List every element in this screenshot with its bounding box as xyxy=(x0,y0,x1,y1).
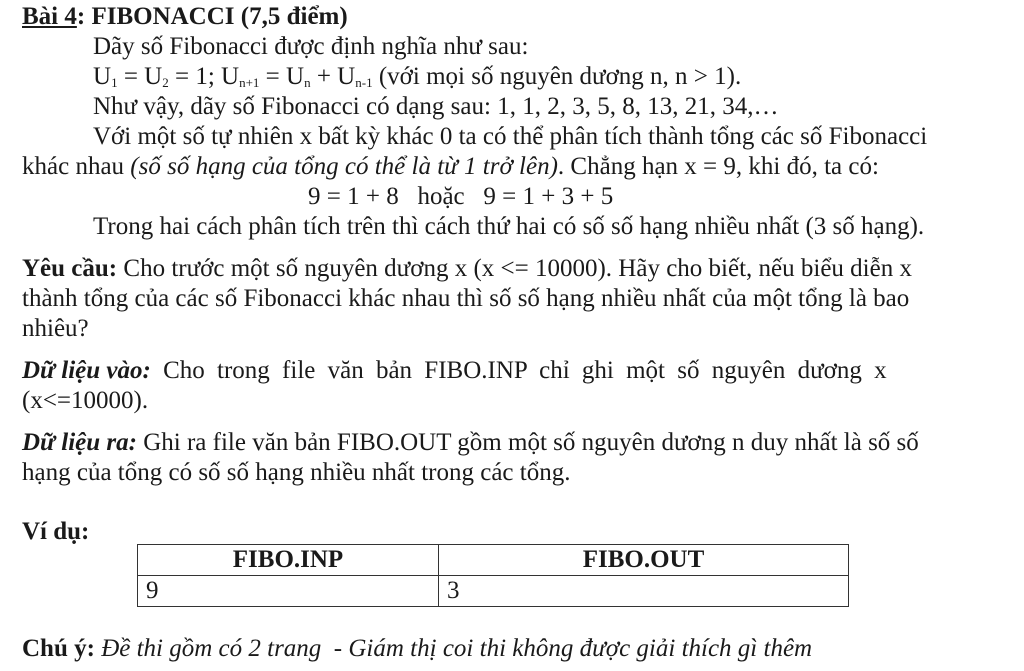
recurrence-formula: $U_1 = U_2 = 1$; $U_{n+1} = U_n + U_{n-1}$ (với mọi số nguyên dương n, n > 1). xyxy=(93,63,742,90)
table-header-input: FIBO.INP xyxy=(138,545,439,576)
table-cell-input: 9 xyxy=(138,576,439,607)
example-equation: 9 = 1 + 8 hoặc 9 = 1 + 3 + 5 xyxy=(308,183,614,210)
requirement-label: Yêu cầu: xyxy=(22,255,118,282)
table-cell-output: 3 xyxy=(439,576,849,607)
example-table xyxy=(137,544,849,607)
problem-name: : FIBONACCI (7,5 điểm) xyxy=(76,3,348,30)
input-label: Dữ liệu vào: xyxy=(22,357,151,384)
requirement-line-2: thành tổng của các số Fibonacci khác nhau thì số số hạng nhiều nhất của một tổng là bao xyxy=(22,285,910,312)
sequence-example: Như vậy, dãy số Fibonacci có dạng sau: 1, 1, 2, 3, 5, 8, 13, 21, 34,… xyxy=(93,93,779,120)
problem-number: Bài 4 xyxy=(22,3,77,30)
output-label: Dữ liệu ra: xyxy=(22,429,137,456)
output-line-2: hạng của tổng có số số hạng nhiều nhất trong các tổng. xyxy=(22,459,571,486)
requirement-line-1: Yêu cầu: Cho trước một số nguyên dương x (x <= 10000). Hãy cho biết, nếu biểu diễn x xyxy=(22,255,912,282)
output-line-1: Dữ liệu ra: Ghi ra file văn bản FIBO.OUT gồm một số nguyên dương n duy nhất là số số xyxy=(22,429,919,456)
input-line-2: (x<=10000). xyxy=(22,387,149,414)
intro-line-5: khác nhau (số số hạng của tổng có thể là từ 1 trở lên). Chẳng hạn x = 9, khi đó, ta có: xyxy=(22,153,879,180)
intro-line-4: Với một số tự nhiên x bất kỳ khác 0 ta có thể phân tích thành tổng các số Fibonacci xyxy=(93,123,928,150)
note-line: Chú ý: Đề thi gồm có 2 trang - Giám thị coi thi không được giải thích gì thêm xyxy=(22,635,813,662)
problem-title xyxy=(22,2,348,32)
requirement-line-3: nhiêu? xyxy=(22,315,89,342)
intro-line-7: Trong hai cách phân tích trên thì cách thứ hai có số số hạng nhiều nhất (3 số hạng). xyxy=(93,213,925,240)
example-heading: Ví dụ: xyxy=(22,518,90,545)
table-header-output: FIBO.OUT xyxy=(439,545,849,576)
note-label: Chú ý: xyxy=(22,635,95,662)
input-line-1: Dữ liệu vào: Cho trong file văn bản FIBO.INP chỉ ghi một số nguyên dương x xyxy=(22,357,887,384)
intro-line-1: Dãy số Fibonacci được định nghĩa như sau: xyxy=(93,33,529,60)
table-row xyxy=(138,576,849,607)
